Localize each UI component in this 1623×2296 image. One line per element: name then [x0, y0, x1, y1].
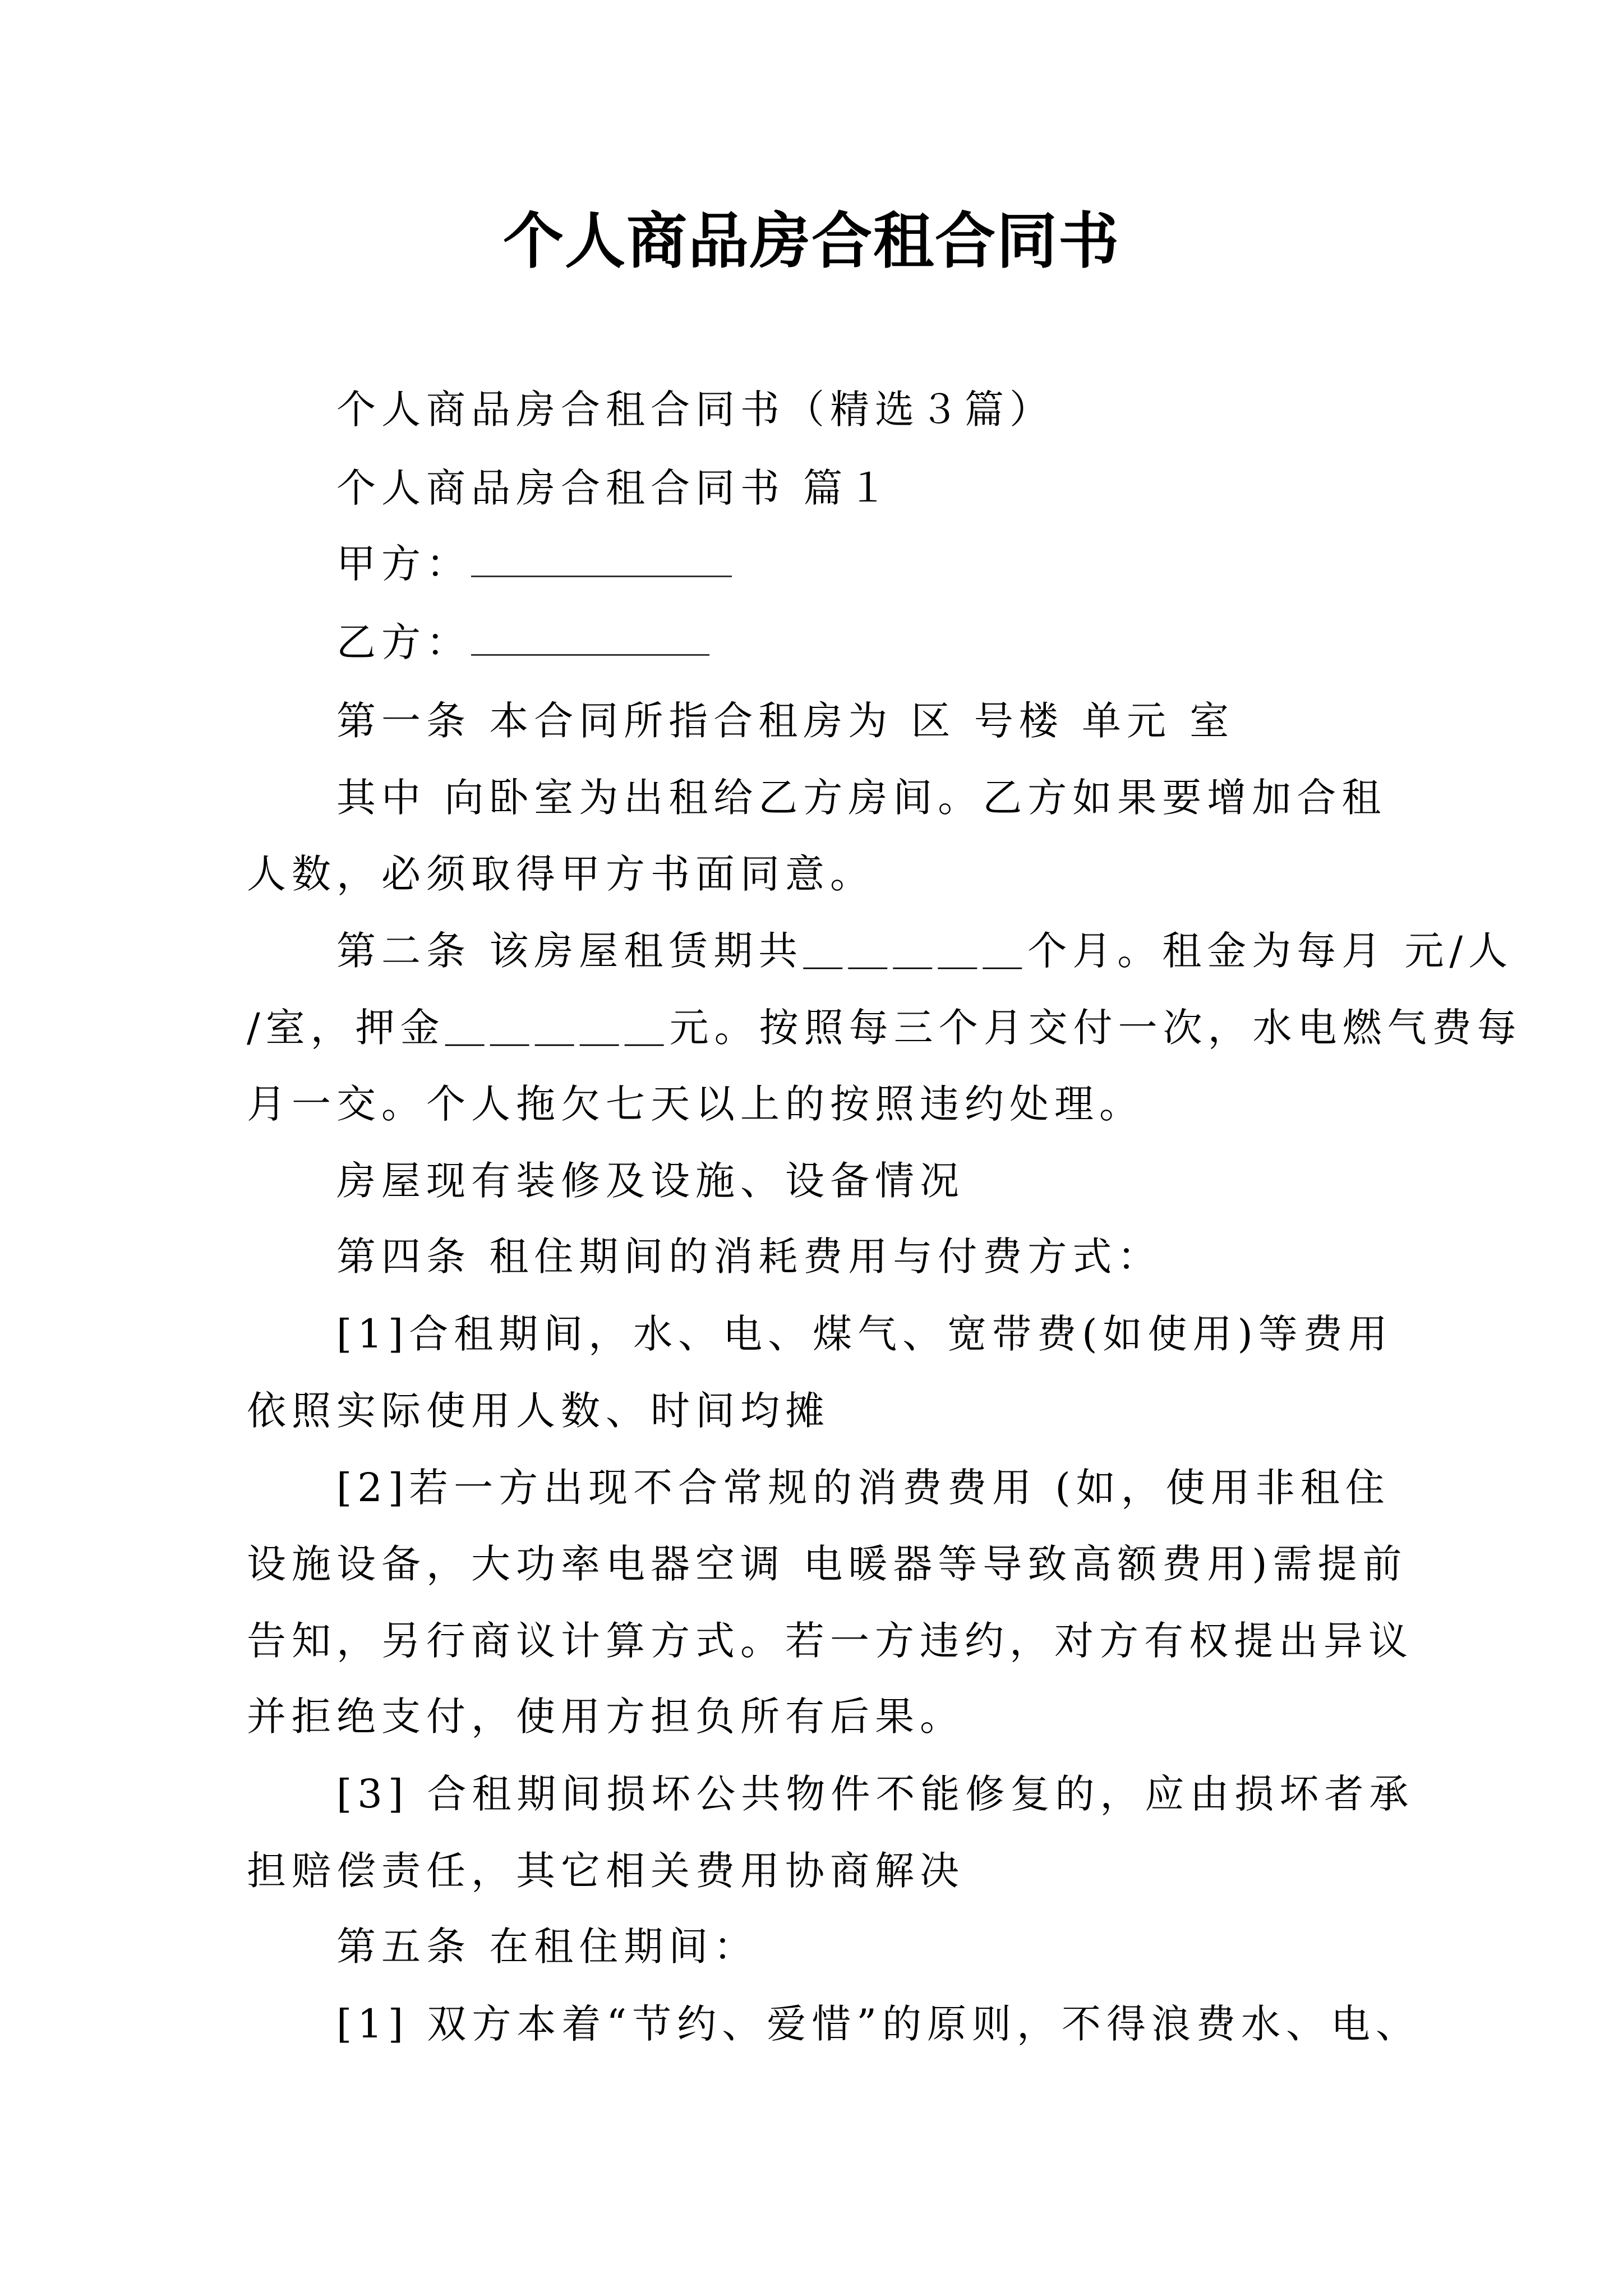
clause-5-1: [1] 双方本着“节约、爱惜”的原则，不得浪费水、电、: [336, 2001, 1421, 2047]
subtitle-selection: 个人商品房合租合同书（精选３篇）: [336, 386, 1054, 432]
paragraph-line: 告知，另行商议计算方式。若一方违约，对方有权提出异议: [247, 1618, 1413, 1664]
paragraph-line: 并拒绝支付，使用方担负所有后果。: [247, 1694, 965, 1740]
paragraph-line: 房屋现有装修及设施、设备情况: [336, 1158, 965, 1204]
party-b-blank: [471, 617, 709, 656]
paragraph-line: 担赔偿责任，其它相关费用协商解决: [247, 1848, 965, 1894]
clause-1: [1]合租期间，水、电、煤气、宽带费(如使用)等费用: [336, 1311, 1393, 1357]
article-4: 第四条 租住期间的消耗费用与付费方式：: [336, 1234, 1163, 1280]
paragraph-line: 其中 向卧室为出租给乙方房间。乙方如果要增加合租: [336, 775, 1387, 821]
paragraph-line: 人数，必须取得甲方书面同意。: [247, 851, 875, 897]
party-a-blank: [471, 539, 732, 577]
article-5: 第五条 在租住期间：: [336, 1924, 759, 1970]
paragraph-line: 设施设备，大功率电器空调 电暖器等导致高额费用)需提前: [247, 1541, 1408, 1587]
article-2: 第二条 该房屋租赁期共＿＿＿＿＿个月。租金为每月 元/人: [336, 928, 1514, 974]
document-title: 个人商品房合租合同书: [502, 206, 1120, 277]
article-1: 第一条 本合同所指合租房为 区 号楼 单元 室: [336, 698, 1235, 744]
party-a-label: 甲方：: [336, 541, 471, 587]
section-heading: 个人商品房合租合同书 篇１: [336, 465, 893, 511]
paragraph-line: 月一交。个人拖欠七天以上的按照违约处理。: [247, 1081, 1144, 1127]
paragraph-line: 依照实际使用人数、时间均摊: [247, 1388, 830, 1434]
party-b-line: [336, 614, 709, 670]
party-b-label: 乙方：: [336, 619, 471, 665]
paragraph-line: /室，押金＿＿＿＿＿元。按照每三个月交付一次，水电燃气费每: [247, 1005, 1522, 1051]
party-a-line: [336, 536, 732, 592]
clause-2: [2]若一方出现不合常规的消费费用 (如，使用非租住: [336, 1465, 1390, 1511]
clause-3: [3] 合租期间损坏公共物件不能修复的，应由损坏者承: [336, 1771, 1414, 1817]
